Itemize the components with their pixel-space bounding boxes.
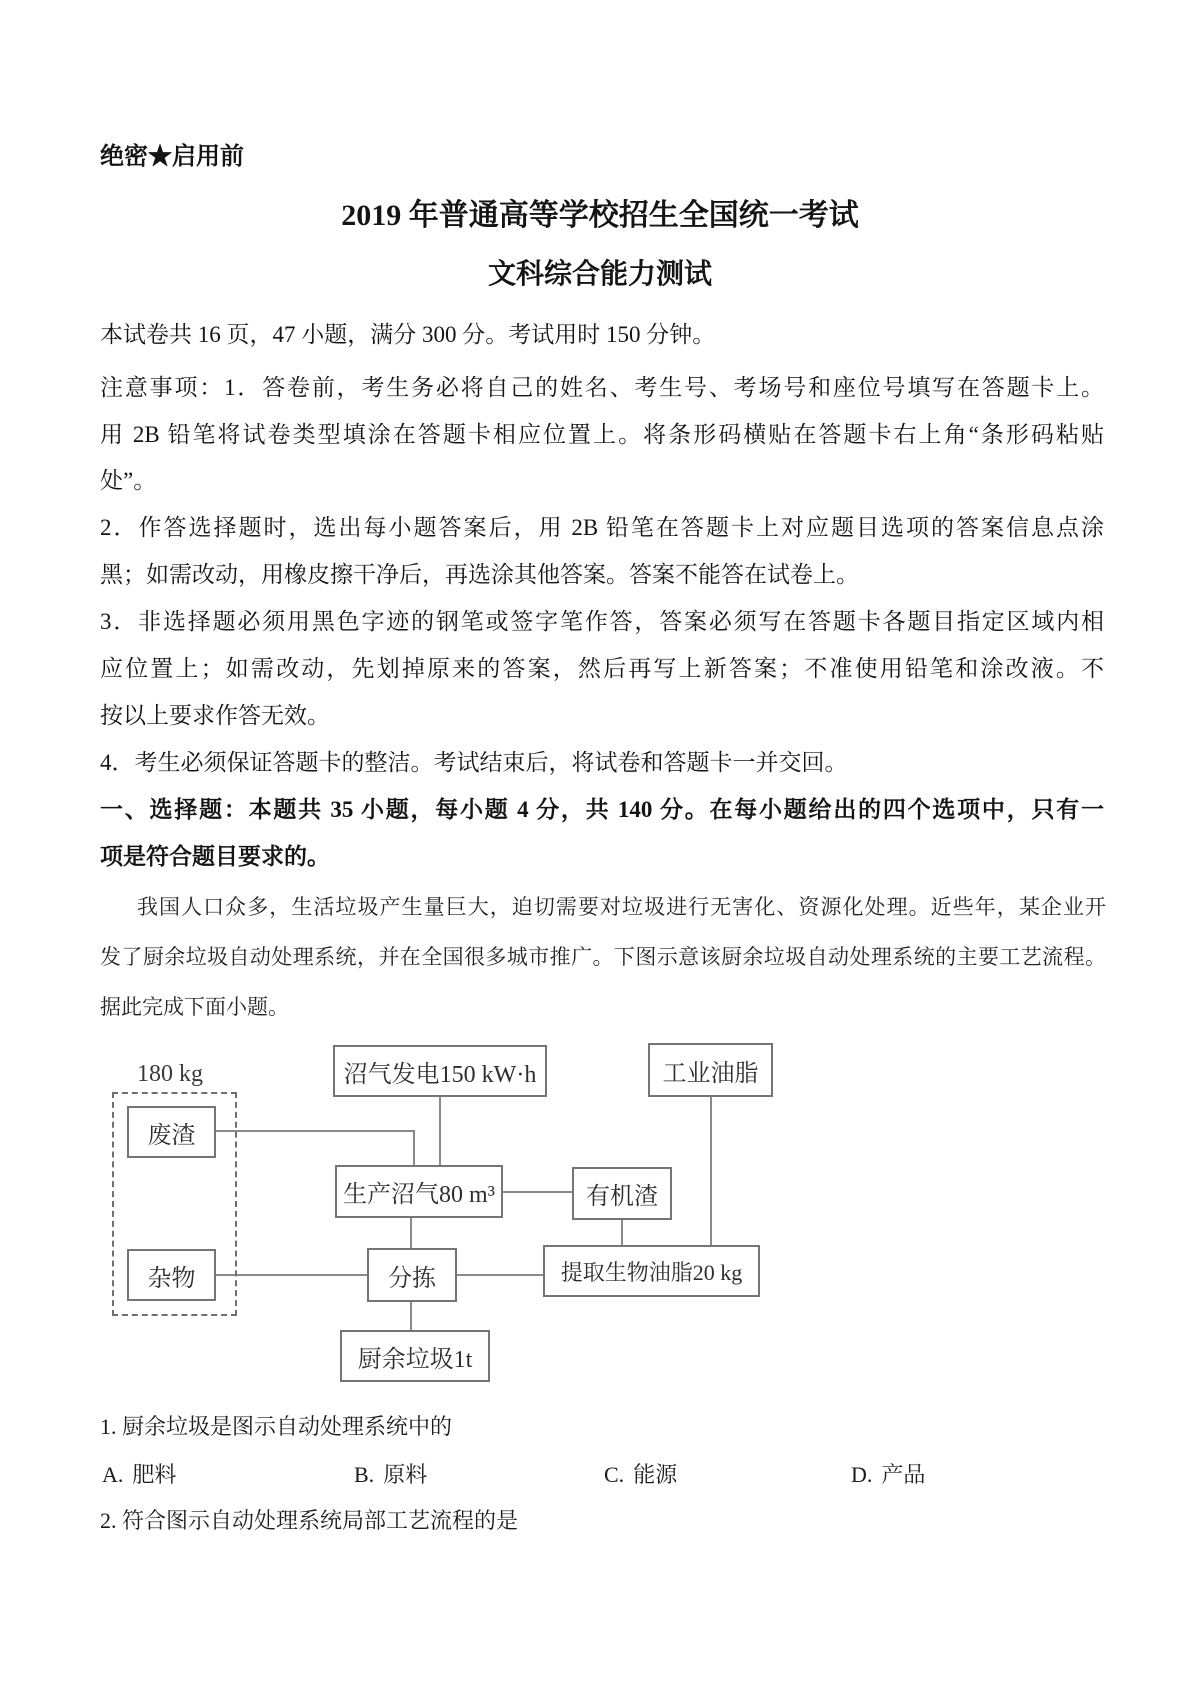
connector-sorting-extract-horizontal: [457, 1274, 543, 1276]
diagram-node-sorting: 分拣: [367, 1248, 457, 1302]
section-header-line: 一、选择题：本题共 35 小题，每小题 4 分，共 140 分。在每小题给出的四个选项中，只有一: [100, 797, 1104, 822]
connector-produce-biogas-sorting-vertical: [410, 1217, 412, 1250]
option-c-label: C.: [604, 1462, 625, 1487]
option-a-text: 肥料: [132, 1462, 177, 1487]
question-2-text: 符合图示自动处理系统局部工艺流程的是: [122, 1508, 519, 1533]
question-2-number: 2.: [100, 1508, 117, 1533]
diagram-node-produce-biogas: 生产沼气80 m³: [335, 1165, 503, 1218]
instruction-line: 黑；如需改动，用橡皮擦干净后，再选涂其他答案。答案不能答在试卷上。: [100, 562, 859, 587]
diagram-node-organic-residue: 有机渣: [572, 1167, 672, 1220]
connector-biogas-organic-horizontal: [503, 1191, 572, 1193]
page-title: 2019 年普通高等学校招生全国统一考试: [341, 199, 859, 232]
question-1-option-b: [354, 1458, 427, 1489]
instruction-line: 应位置上；如需改动，先划掉原来的答案，然后再写上新答案；不准使用铅笔和涂改液。不: [100, 656, 1104, 681]
classification-label: 绝密★启用前: [100, 144, 244, 170]
page-subtitle: 文科综合能力测试: [487, 259, 712, 290]
diagram-node-biogas-power: 沼气发电150 kW·h: [333, 1045, 547, 1097]
diagram-node-extract-bio-grease: 提取生物油脂20 kg: [543, 1245, 760, 1297]
instruction-line: 4．考生必须保证答题卡的整洁。考试结束后，将试卷和答题卡一并交回。: [100, 750, 848, 775]
diagram-node-industrial-grease: 工业油脂: [648, 1043, 773, 1097]
passage-line: 据此完成下面小题。: [100, 995, 289, 1019]
option-c-text: 能源: [633, 1462, 678, 1487]
question-1-text: 厨余垃圾是图示自动处理系统中的: [122, 1414, 453, 1439]
question-1: [100, 1413, 1104, 1441]
passage-line: 我国人口众多，生活垃圾产生量巨大，迫切需要对垃圾进行无害化、资源化处理。近些年，某企业开: [137, 895, 1106, 919]
connector-debris-sorting-horizontal: [216, 1274, 367, 1276]
instruction-line: 用 2B 铅笔将试卷类型填涂在答题卡相应位置上。将条形码横贴在答题卡右上角“条形码粘贴: [100, 422, 1104, 447]
connector-biogas-power-vertical: [439, 1096, 441, 1167]
connector-waste-residue-horizontal: [216, 1130, 415, 1132]
option-b-text: 原料: [383, 1462, 428, 1487]
connector-sorting-kitchen-vertical: [410, 1301, 412, 1331]
option-d-label: D.: [851, 1462, 873, 1487]
instruction-line: 2．作答选择题时，选出每小题答案后，用 2B 铅笔在答题卡上对应题目选项的答案信息点涂: [100, 515, 1104, 540]
connector-industrial-grease-vertical: [710, 1097, 712, 1247]
instruction-line: 注意事项：1．答卷前，考生务必将自己的姓名、考生号、考场号和座位号填写在答题卡上。: [100, 375, 1104, 400]
section-header-line: 项是符合题目要求的。: [100, 844, 330, 869]
question-1-option-d: [851, 1458, 925, 1489]
exam-info-line: 本试卷共 16 页，47 小题，满分 300 分。考试用时 150 分钟。: [100, 322, 716, 347]
instruction-line: 处”。: [100, 468, 157, 493]
question-1-number: 1.: [100, 1414, 117, 1439]
option-b-label: B.: [354, 1462, 375, 1487]
question-1-option-a: [102, 1458, 176, 1489]
option-a-label: A.: [102, 1462, 124, 1487]
instruction-line: 3．非选择题必须用黑色字迹的钢笔或签字笔作答，答案必须写在答题卡各题目指定区域内相: [100, 609, 1104, 634]
diagram-input-weight-label: 180 kg: [137, 1061, 203, 1087]
option-d-text: 产品: [881, 1462, 926, 1487]
connector-waste-residue-vertical: [413, 1130, 415, 1167]
question-1-option-c: [604, 1458, 677, 1489]
diagram-node-debris: 杂物: [127, 1249, 216, 1301]
instruction-line: 按以上要求作答无效。: [100, 703, 330, 728]
passage-line: 发了厨余垃圾自动处理系统，并在全国很多城市推广。下图示意该厨余垃圾自动处理系统的主要工艺流程。: [100, 945, 1106, 969]
diagram-node-waste-residue: 废渣: [127, 1106, 216, 1158]
diagram-node-kitchen-waste: 厨余垃圾1t: [340, 1330, 490, 1382]
question-2: [100, 1507, 1104, 1535]
connector-organic-residue-vertical: [621, 1219, 623, 1247]
